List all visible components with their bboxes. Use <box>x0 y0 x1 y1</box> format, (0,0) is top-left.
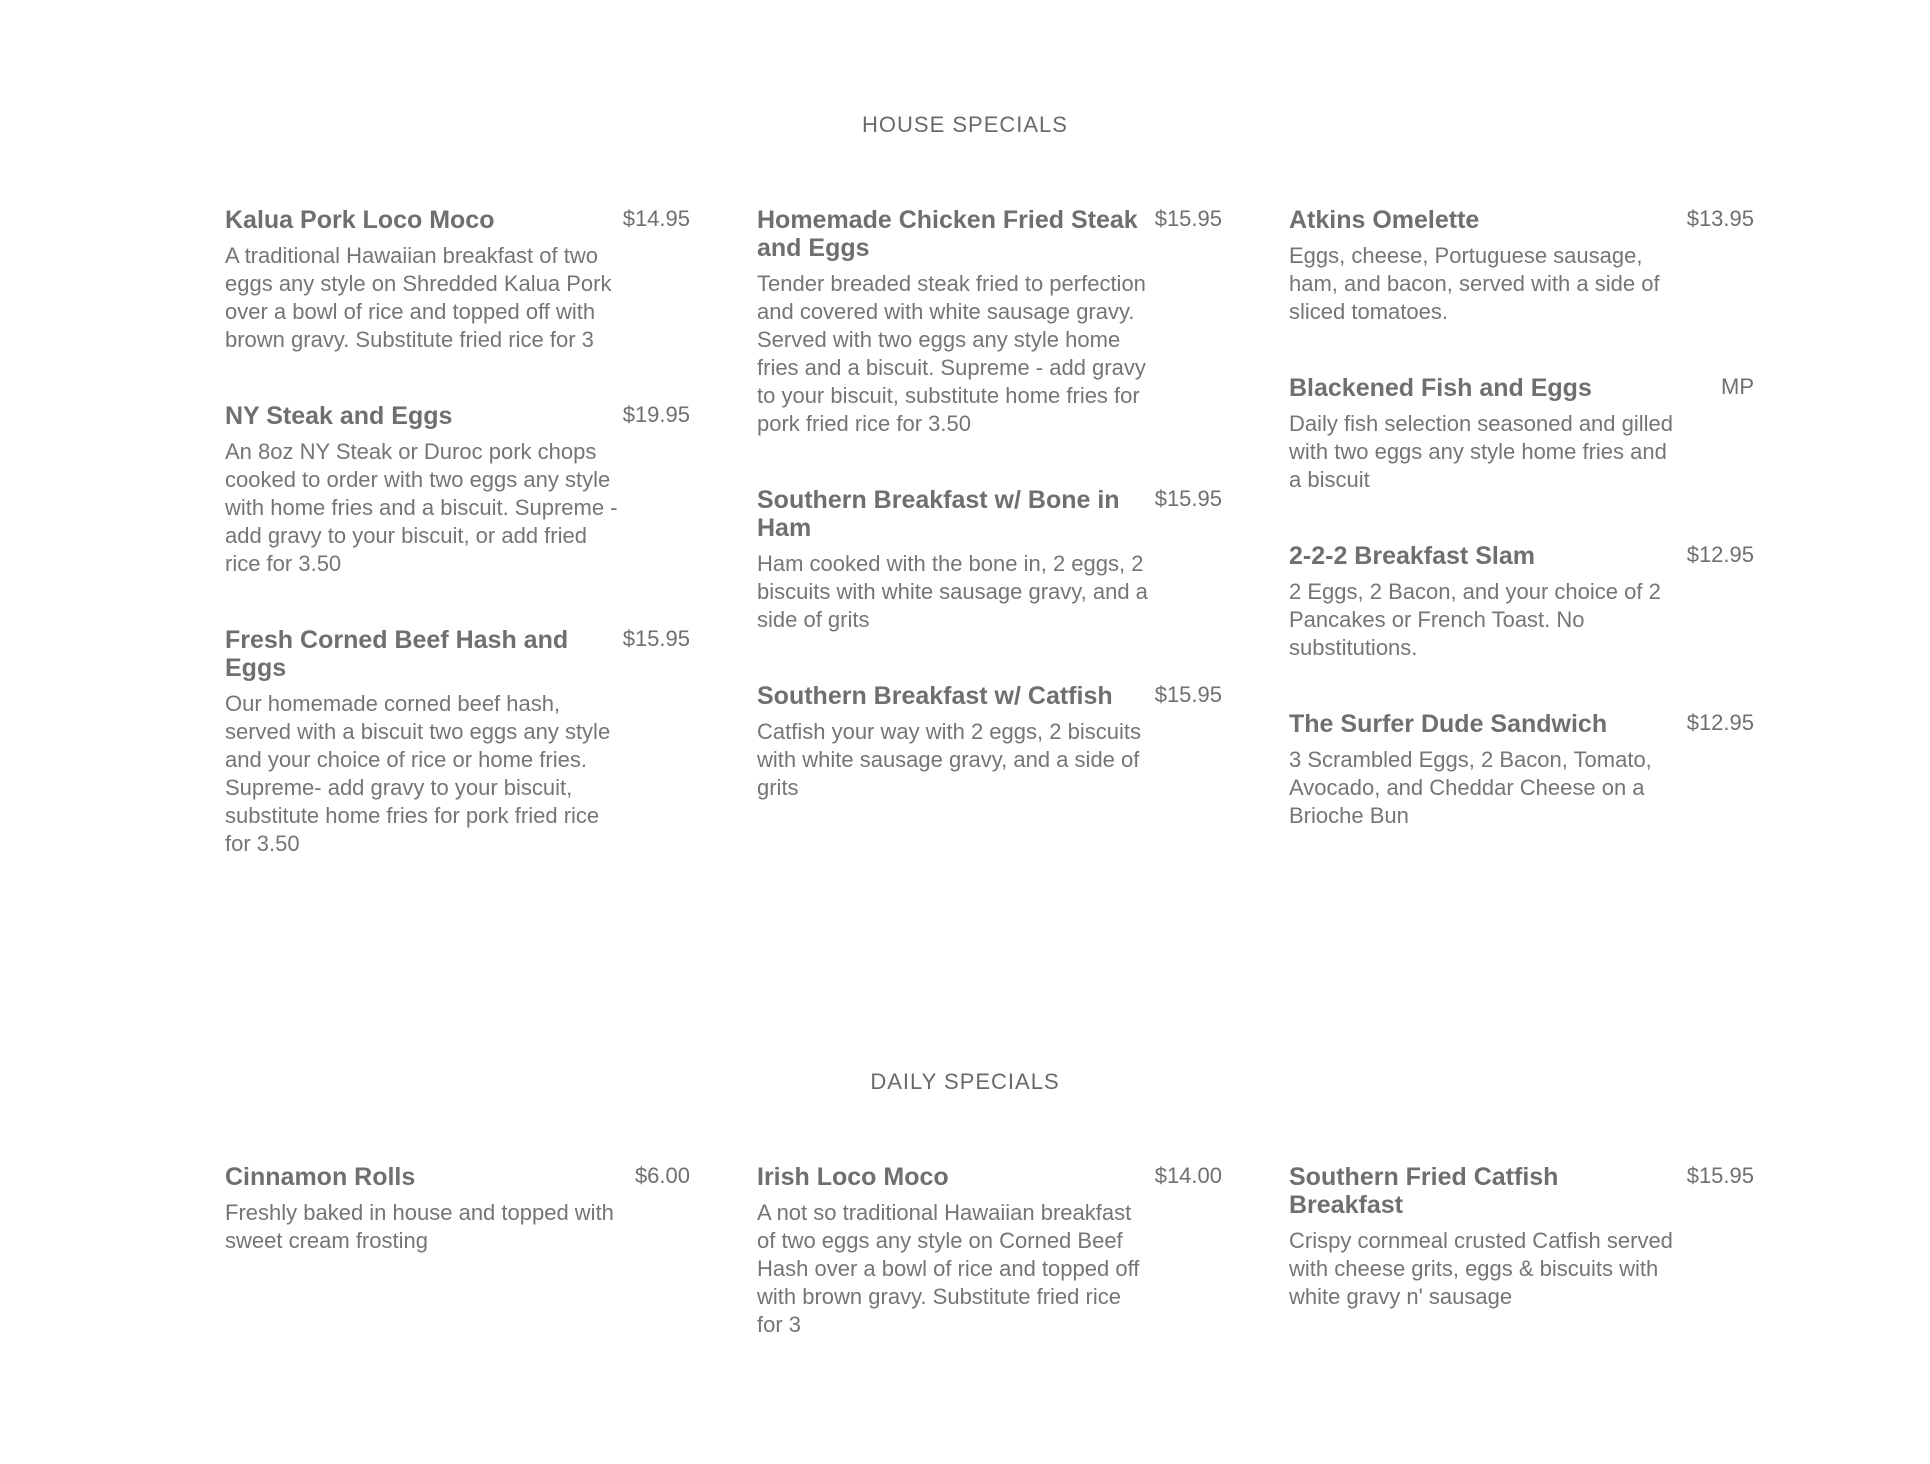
item-price: $15.95 <box>1686 1163 1754 1188</box>
item-description: Catfish your way with 2 eggs, 2 biscuits with white sausage gravy, and a side of grits <box>757 719 1141 800</box>
menu-item <box>225 206 690 354</box>
daily-specials-section <box>0 1067 1930 1337</box>
house-specials-section <box>0 110 1930 856</box>
menu-column <box>757 206 1222 850</box>
item-name: Homemade Chicken Fried Steak and Eggs <box>757 206 1138 262</box>
item-description: Eggs, cheese, Portuguese sausage, ham, and bacon, served with a side of sliced tomatoes. <box>1289 243 1660 324</box>
item-price: $6.00 <box>634 1163 690 1188</box>
item-price: $15.95 <box>1154 486 1222 511</box>
item-description: Ham cooked with the bone in, 2 eggs, 2 biscuits with white sausage gravy, and a side of grits <box>757 551 1148 632</box>
item-price: $14.95 <box>622 206 690 231</box>
menu-column <box>225 1163 690 1303</box>
item-name: 2-2-2 Breakfast Slam <box>1289 542 1535 570</box>
item-description: A traditional Hawaiian breakfast of two eggs any style on Shredded Kalua Pork over a bowl of rice and topped off with brown gravy. Substitute fried rice for 3 <box>225 243 612 352</box>
section-title: DAILY SPECIALS <box>870 1069 1060 1094</box>
menu-item <box>757 682 1222 802</box>
menu-column <box>1289 206 1754 878</box>
menu-item <box>1289 374 1754 494</box>
menu-item <box>225 626 690 858</box>
menu-item <box>1289 710 1754 830</box>
item-name: Southern Fried Catfish Breakfast <box>1289 1163 1559 1219</box>
item-name: Cinnamon Rolls <box>225 1163 416 1191</box>
menu-item <box>757 206 1222 438</box>
menu-column <box>1289 1163 1754 1359</box>
item-name: The Surfer Dude Sandwich <box>1289 710 1608 738</box>
item-name: Kalua Pork Loco Moco <box>225 206 495 234</box>
item-name: Atkins Omelette <box>1289 206 1480 234</box>
menu-item <box>1289 542 1754 662</box>
menu-item <box>1289 1163 1754 1311</box>
item-name: Irish Loco Moco <box>757 1163 949 1191</box>
item-price: $19.95 <box>622 402 690 427</box>
item-description: Freshly baked in house and topped with sweet cream frosting <box>225 1200 614 1253</box>
item-name: Southern Breakfast w/ Bone in Ham <box>757 486 1120 542</box>
item-description: A not so traditional Hawaiian breakfast of two eggs any style on Corned Beef Hash over a bowl of rice and topped off with brown gravy. Substitute fried rice for 3 <box>757 1200 1140 1337</box>
item-price: MP <box>1721 374 1754 399</box>
item-description: Crispy cornmeal crusted Catfish served with cheese grits, eggs & biscuits with white gravy n' sausage <box>1289 1228 1673 1309</box>
item-description: Daily fish selection seasoned and gilled with two eggs any style home fries and a biscuit <box>1289 411 1674 492</box>
item-price: $15.95 <box>1154 206 1222 231</box>
menu-item <box>757 486 1222 634</box>
item-description: 3 Scrambled Eggs, 2 Bacon, Tomato, Avocado, and Cheddar Cheese on a Brioche Bun <box>1289 747 1652 828</box>
menu-item <box>225 1163 690 1255</box>
item-price: $12.95 <box>1686 542 1754 567</box>
item-name: Blackened Fish and Eggs <box>1289 374 1592 402</box>
item-name: Fresh Corned Beef Hash and Eggs <box>225 626 569 682</box>
item-price: $15.95 <box>1154 682 1222 707</box>
item-name: Southern Breakfast w/ Catfish <box>757 682 1113 710</box>
menu-item <box>1289 206 1754 326</box>
item-name: NY Steak and Eggs <box>225 402 453 430</box>
item-description: Our homemade corned beef hash, served with a biscuit two eggs any style and your choice of rice or home fries. Supreme- add gravy to your biscuit, substitute home fries for pork fried rice for 3.50 <box>225 691 611 856</box>
item-description: 2 Eggs, 2 Bacon, and your choice of 2 Pancakes or French Toast. No substitutions. <box>1289 579 1661 660</box>
item-price: $13.95 <box>1686 206 1754 231</box>
menu-column <box>757 1163 1222 1387</box>
item-price: $15.95 <box>622 626 690 651</box>
item-price: $14.00 <box>1154 1163 1222 1188</box>
section-title: HOUSE SPECIALS <box>862 112 1068 137</box>
item-description: Tender breaded steak fried to perfection and covered with white sausage gravy. Served with two eggs any style home fries and a biscuit. Supreme - add gravy to your biscuit, substitute home fries for pork fried rice for 3.50 <box>757 271 1146 436</box>
menu-item <box>225 402 690 578</box>
menu-item <box>757 1163 1222 1339</box>
menu-column <box>225 206 690 906</box>
item-price: $12.95 <box>1686 710 1754 735</box>
item-description: An 8oz NY Steak or Duroc pork chops cooked to order with two eggs any style with home fries and a biscuit. Supreme - add gravy to your biscuit, or add fried rice for 3.50 <box>225 439 618 576</box>
